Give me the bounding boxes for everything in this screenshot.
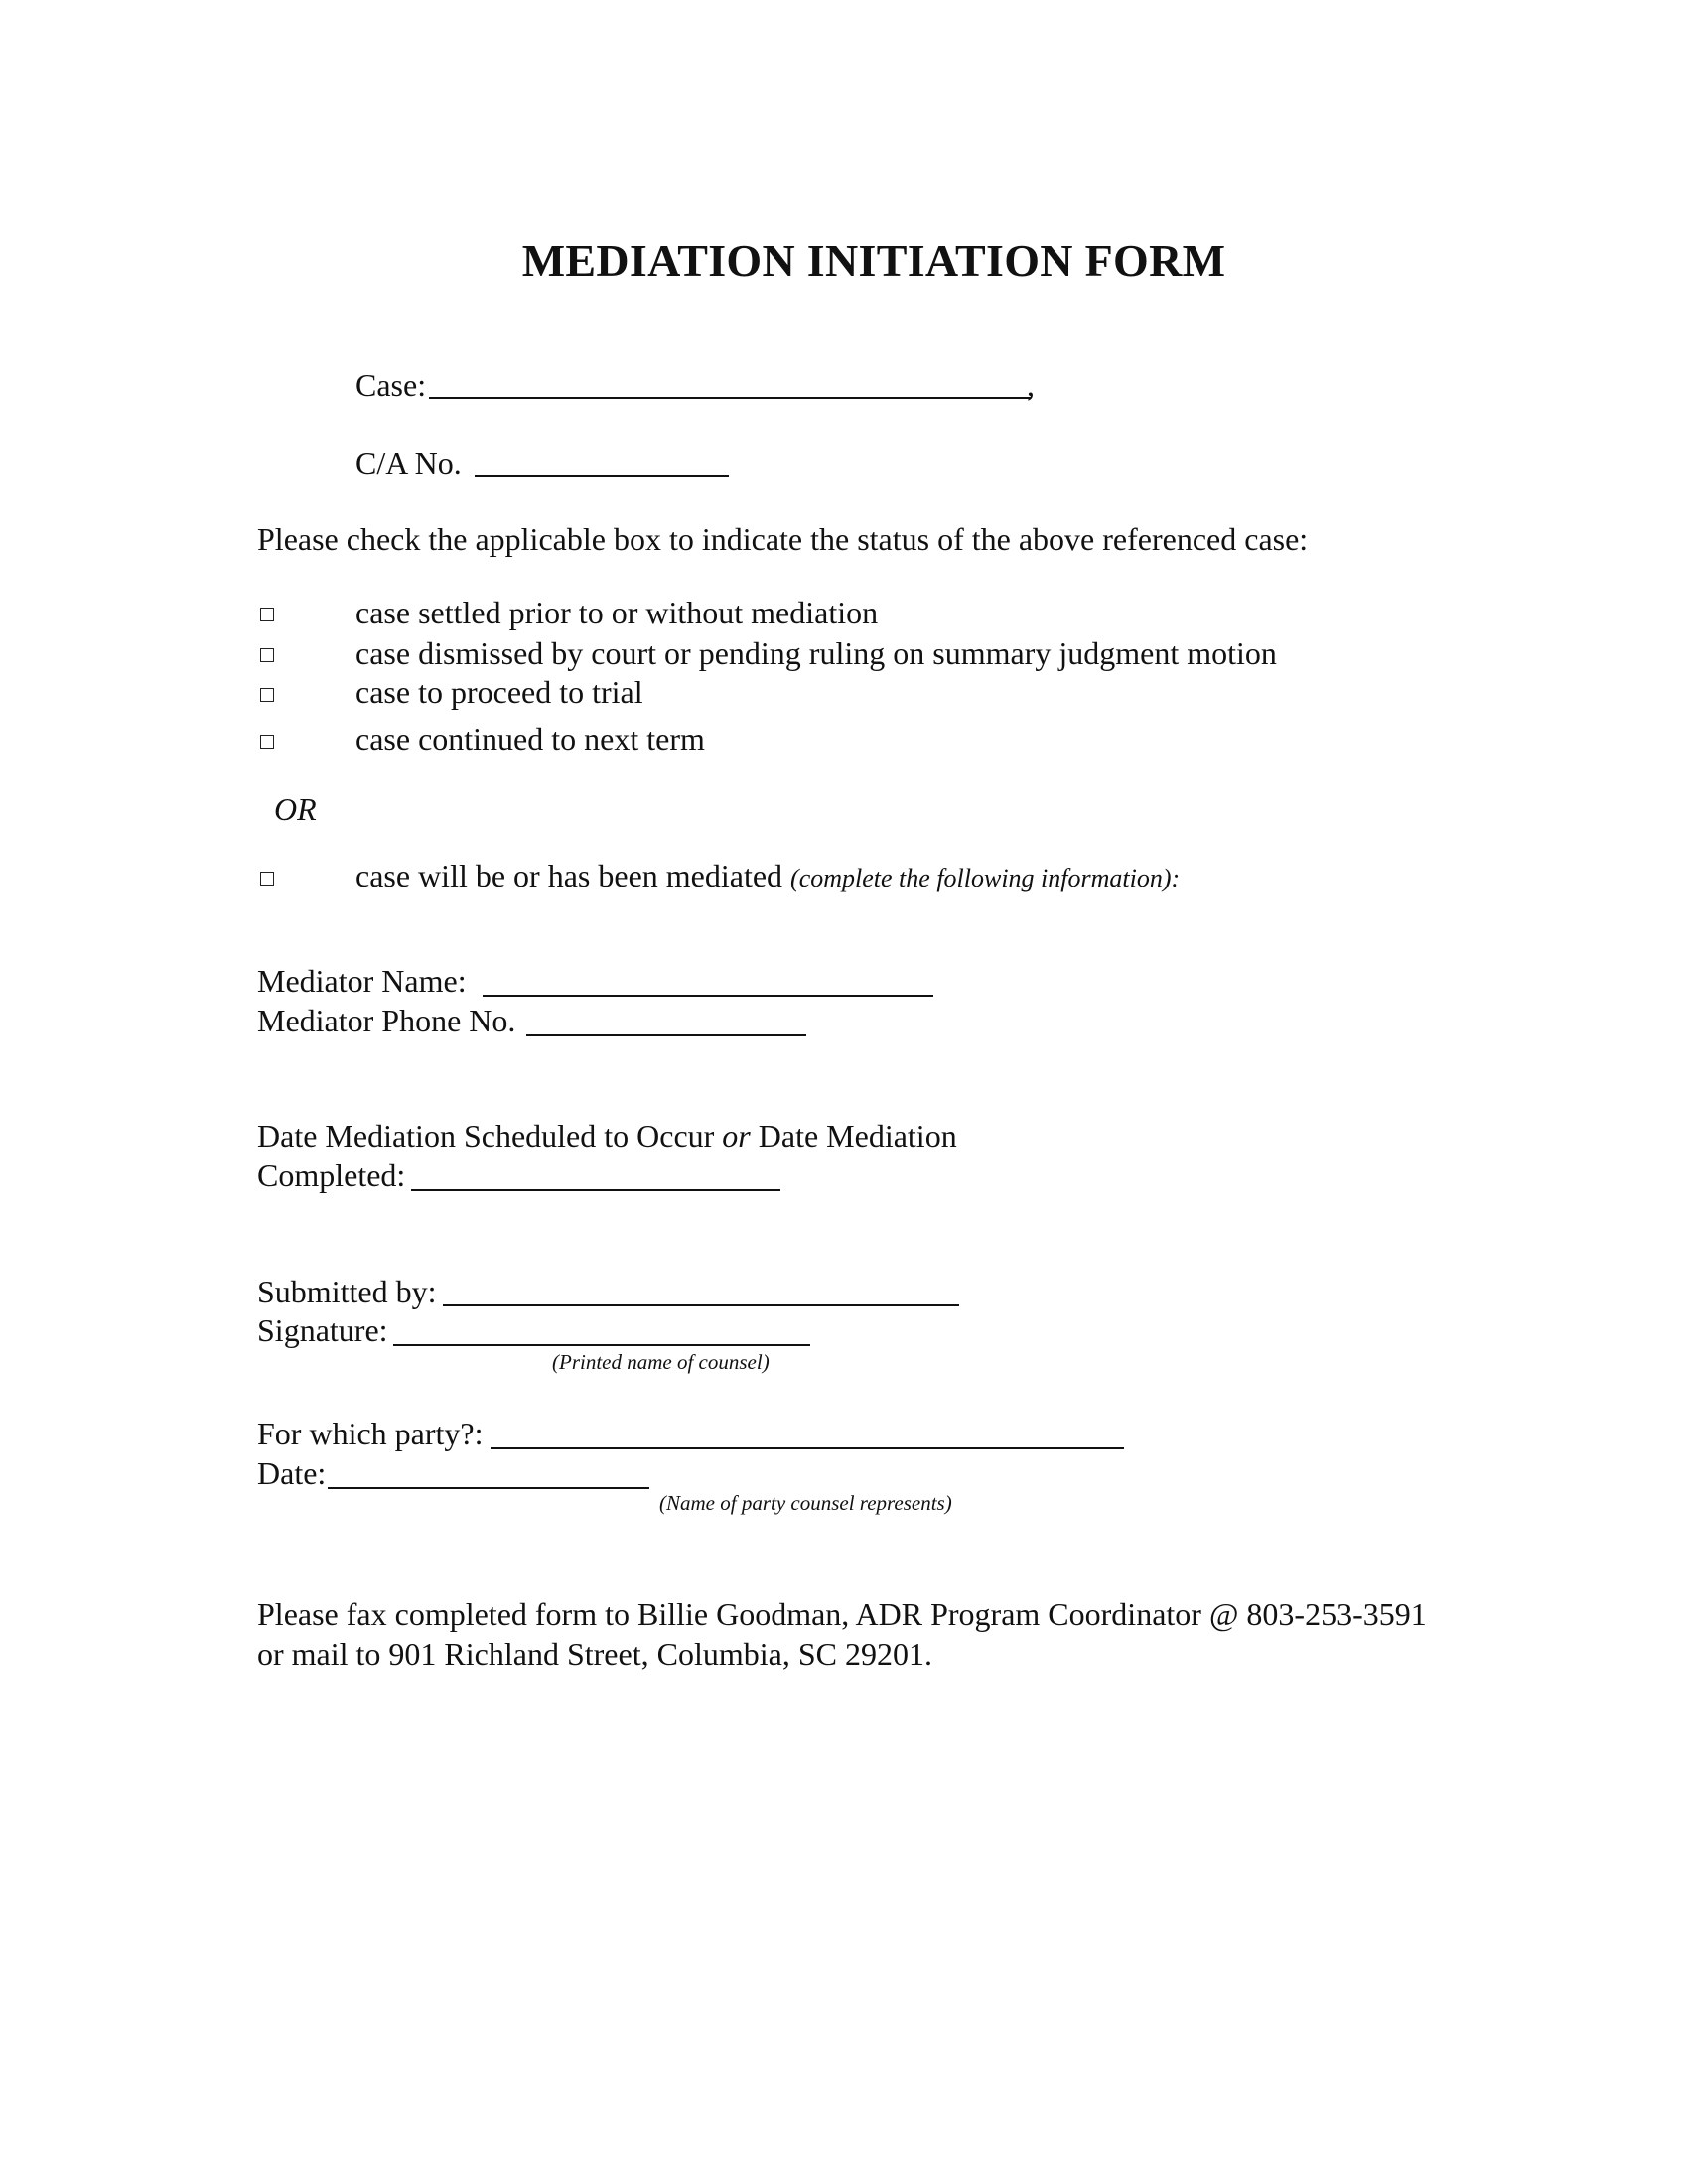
submitted-by-label: Submitted by: xyxy=(257,1274,437,1309)
case-comma: , xyxy=(1027,367,1035,403)
case-label: Case: xyxy=(355,367,427,403)
submitted-by-field[interactable] xyxy=(443,1304,959,1306)
option-settled-label: case settled prior to or without mediation xyxy=(355,595,879,630)
option-mediated-label xyxy=(355,856,1180,898)
checkbox-mediated[interactable] xyxy=(260,872,274,886)
mediator-phone-field[interactable] xyxy=(526,1034,806,1036)
option-trial-label: case to proceed to trial xyxy=(355,674,643,710)
option-continued-label: case continued to next term xyxy=(355,721,705,756)
party-label: For which party?: xyxy=(257,1416,484,1451)
printed-name-note: (Printed name of counsel) xyxy=(552,1350,770,1374)
option-mediated-note: (complete the following information): xyxy=(790,864,1181,892)
footer-line-2: or mail to 901 Richland Street, Columbia, SC 29201. xyxy=(257,1636,932,1672)
date-mediation-label xyxy=(257,1116,957,1156)
ca-number-field[interactable] xyxy=(475,475,729,477)
signature-field[interactable] xyxy=(393,1344,810,1346)
ca-number-label: C/A No. xyxy=(355,445,462,480)
checkbox-settled[interactable] xyxy=(260,608,274,621)
date-mediation-label-part2: Date Mediation xyxy=(758,1118,957,1154)
checkbox-continued[interactable] xyxy=(260,735,274,749)
date-label: Date: xyxy=(257,1455,327,1491)
completed-date-field[interactable] xyxy=(411,1189,780,1191)
option-dismissed-label: case dismissed by court or pending ruling on summary judgment motion xyxy=(355,635,1277,671)
option-mediated-text: case will be or has been mediated xyxy=(355,858,783,893)
party-field[interactable] xyxy=(491,1447,1124,1449)
party-note: (Name of party counsel represents) xyxy=(659,1491,952,1515)
checkbox-dismissed[interactable] xyxy=(260,648,274,662)
completed-label: Completed: xyxy=(257,1158,406,1193)
instructions-text: Please check the applicable box to indicate the status of the above referenced case: xyxy=(257,521,1309,557)
mediator-name-label: Mediator Name: xyxy=(257,963,467,999)
date-mediation-label-part1: Date Mediation Scheduled to Occur xyxy=(257,1118,715,1154)
date-mediation-label-or: or xyxy=(722,1118,751,1154)
or-separator: OR xyxy=(274,791,317,827)
date-field[interactable] xyxy=(328,1487,649,1489)
signature-label: Signature: xyxy=(257,1312,388,1348)
footer-line-1: Please fax completed form to Billie Goodman, ADR Program Coordinator @ 803-253-3591 xyxy=(257,1596,1427,1632)
checkbox-trial[interactable] xyxy=(260,688,274,702)
mediator-name-field[interactable] xyxy=(483,995,933,997)
case-field[interactable] xyxy=(429,397,1031,399)
mediator-phone-label: Mediator Phone No. xyxy=(257,1003,516,1038)
page-title: MEDIATION INITIATION FORM xyxy=(521,235,1226,286)
